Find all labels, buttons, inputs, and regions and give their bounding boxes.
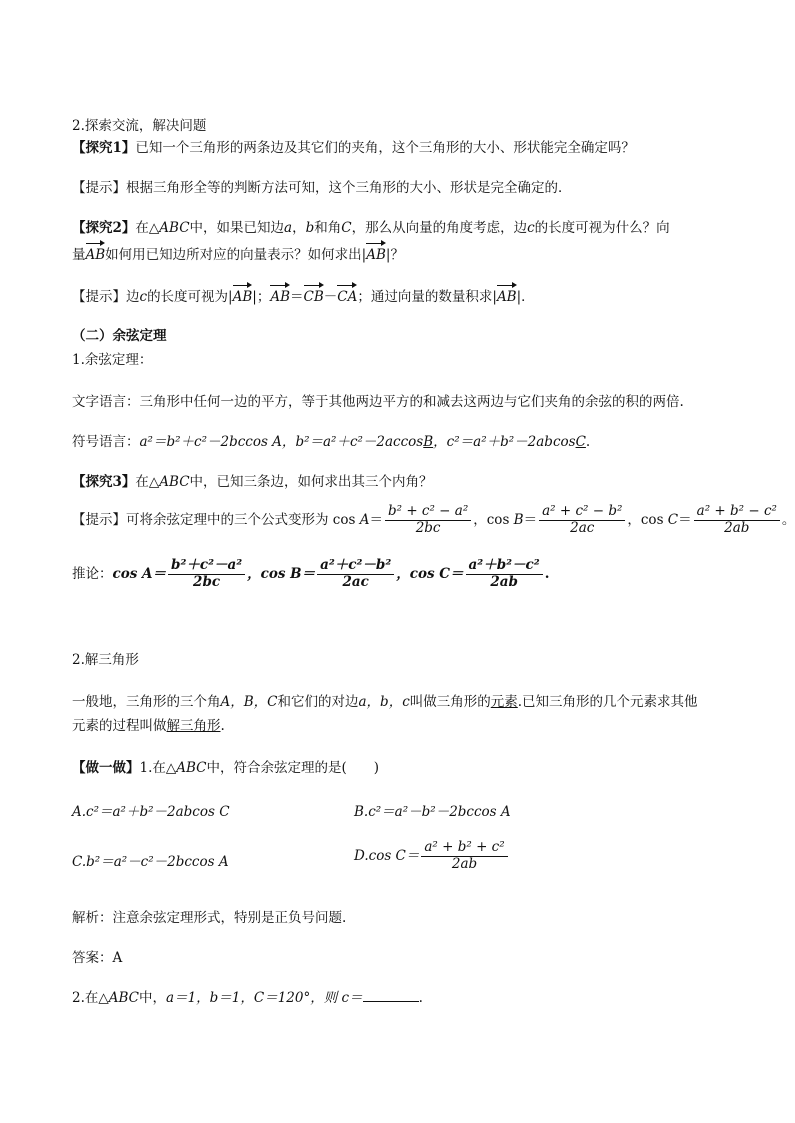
term-solve-triangle: 解三角形 xyxy=(166,718,221,734)
exercise-1: 【做一做】1.在△ABC中，符合余弦定理的是( ) xyxy=(72,760,380,776)
vector-ca: CA xyxy=(337,284,357,307)
underlined-b: B xyxy=(423,434,434,450)
solve-triangle-line-2: 元素的过程叫做解三角形. xyxy=(72,718,225,734)
option-d: D.cos C＝ $\frac{\text{a² + b² + c²}}{2ab}$ xyxy=(354,840,510,872)
option-b: B.c²＝a²－b²－2bccos A xyxy=(354,804,511,820)
hint-1-text: 根据三角形全等的判断方法可知，这个三角形的大小、形状是完全确定的． xyxy=(126,180,572,196)
explore-1-tag: 【探究1】 xyxy=(72,140,136,156)
hint-2: 【提示】边c的长度可视为|AB|；AB＝CB－CA；通过向量的数量积求|AB|． xyxy=(72,284,535,307)
vector-ab: AB xyxy=(86,242,106,265)
fraction-cos-a: $\frac{\text{b² + c² − a²}}{2bc}$ xyxy=(385,504,471,536)
corollary-fraction-c: $\frac{\text{a²＋b²－c²}}{2ab}$ xyxy=(466,558,543,590)
exercise-tag: 【做一做】 xyxy=(72,760,140,776)
corollary-fraction-b: $\frac{\text{a²＋c²－b²}}{2ac}$ xyxy=(317,558,394,590)
vector-ab: AB xyxy=(366,242,386,265)
option-d-fraction: $\frac{\text{a² + b² + c²}}{2ab}$ xyxy=(421,840,507,872)
hint-3: 【提示】 可将余弦定理中的三个公式变形为 cos A ＝ $\frac{\text{b² + c² − a²}}{2bc}$ ，cos B ＝ $\frac{\text{a² + c² − b²}}{2ac}$ ，cos C ＝ $\frac{\text{a² + b² − c²}}{2ab}$ 。 xyxy=(72,503,795,536)
corollary-fraction-a: $\frac{\text{b²＋c²－a²}}{2bc}$ xyxy=(168,558,245,590)
underlined-c: C xyxy=(575,434,586,450)
option-a: A.c²＝a²＋b²－2abcos C xyxy=(72,804,230,820)
options-row-1 xyxy=(72,802,722,822)
section-heading-solve-triangle: 2.解三角形 xyxy=(72,652,139,668)
hint-3-tag: 【提示】 xyxy=(72,511,126,528)
explore-1-text: 已知一个三角形的两条边及其它们的夹角，这个三角形的大小、形状能完全确定吗？ xyxy=(135,140,635,156)
cosine-law-label: 1.余弦定理： xyxy=(72,352,153,368)
term-elements: 元素 xyxy=(490,694,518,710)
explore-3-tag: 【探究3】 xyxy=(72,474,136,490)
section-heading-explore: 2.探索交流，解决问题 xyxy=(72,118,207,134)
hint-2-tag: 【提示】 xyxy=(72,289,126,305)
fraction-cos-c: $\frac{\text{a² + b² − c²}}{2ab}$ xyxy=(694,504,780,536)
verbal-statement: 文字语言：三角形中任何一边的平方，等于其他两边平方的和减去这两边与它们夹角的余弦的积的两倍. xyxy=(72,394,684,410)
corollary: 推论： cos A＝ $\frac{\text{b²＋c²－a²}}{2bc}$ ，cos B＝ $\frac{\text{a²＋c²－b²}}{2ac}$ ，cos C＝ $\frac{\text{a²＋b²－c²}}{2ab}$ . xyxy=(72,557,550,590)
explore-2-line-1: 【探究2】在△ABC中，如果已知边a，b和角C，那么从向量的角度考虑，边c的长度可视为什么？向 xyxy=(72,220,670,236)
explore-1 xyxy=(72,138,635,158)
answer: 答案：A xyxy=(72,950,123,966)
fraction-cos-b: $\frac{\text{a² + c² − b²}}{2ac}$ xyxy=(539,504,625,536)
symbolic-statement: 符号语言：a²＝b²＋c²－2bccos A，b²＝a²＋c²－2accosB，c²＝a²＋b²－2abcosC. xyxy=(72,434,591,450)
vector-ab: AB xyxy=(270,284,290,307)
section-heading-cosine-law: （二）余弦定理 xyxy=(72,328,167,344)
analysis: 解析：注意余弦定理形式，特别是正负号问题. xyxy=(72,910,347,926)
explore-3: 【探究3】在△ABC中，已知三条边，如何求出其三个内角？ xyxy=(72,474,433,490)
answer-blank[interactable] xyxy=(363,989,419,1002)
exercise-2: 2.在△ABC中，a＝1，b＝1，C＝120°，则 c＝ . xyxy=(72,990,423,1006)
explore-2-line-2: 量AB如何用已知边所对应的向量表示？如何求出|AB|？ xyxy=(72,242,404,265)
vector-ab: AB xyxy=(233,284,253,307)
vector-cb: CB xyxy=(304,284,324,307)
solve-triangle-line-1: 一般地，三角形的三个角A，B，C和它们的对边a，b，c叫做三角形的元素.已知三角形的几个元素求其他 xyxy=(72,694,698,710)
options-row-2 xyxy=(72,839,722,872)
explore-2-tag: 【探究2】 xyxy=(72,220,136,236)
option-c: C.b²＝a²－c²－2bccos A xyxy=(72,854,229,870)
hint-1-tag: 【提示】 xyxy=(72,180,126,196)
hint-1 xyxy=(72,178,572,198)
vector-ab: AB xyxy=(497,284,517,307)
